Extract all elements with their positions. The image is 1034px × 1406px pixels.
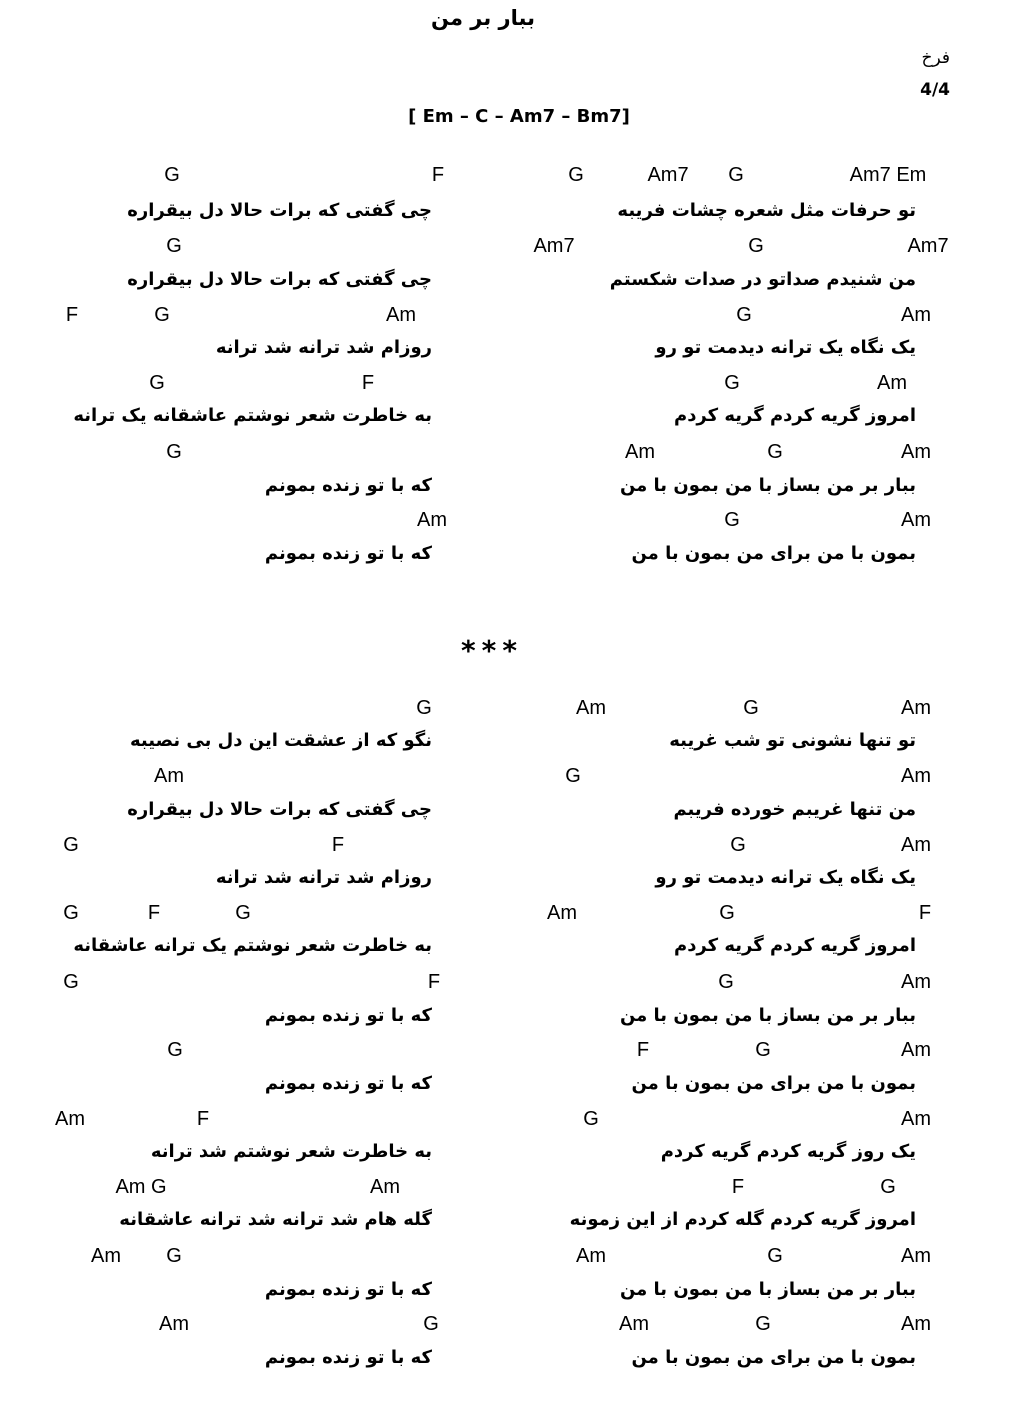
chord: Am — [55, 1108, 85, 1130]
lyric-line: چی گفتی که برات حالا دل بیقراره — [127, 799, 432, 820]
chord: Am — [370, 1176, 400, 1198]
chord: F — [331, 834, 345, 856]
chord: G — [724, 372, 740, 394]
lyric-line: ببار بر من بساز با من بمون با من — [619, 475, 916, 496]
chord: Am — [625, 441, 655, 463]
lyric-line: به خاطرت شعر نوشتم شد ترانه — [150, 1141, 432, 1162]
chord: G — [736, 304, 752, 326]
chord: G — [164, 164, 180, 186]
chord: Am — [901, 971, 931, 993]
chord: Am — [901, 765, 931, 787]
chord: Am — [901, 834, 931, 856]
lyric-line: من تنها غریبم خورده فریبم — [673, 799, 916, 820]
chord: F — [361, 372, 375, 394]
chord: G — [583, 1108, 599, 1130]
chord: Am — [901, 1039, 931, 1061]
chord: G — [724, 509, 740, 531]
chord: F — [918, 902, 932, 924]
chord: Am — [576, 697, 606, 719]
chord: Am — [91, 1245, 121, 1267]
lyric-line: امروز گریه کردم گریه کردم — [674, 935, 916, 956]
chord: F — [147, 902, 161, 924]
chord: Am — [576, 1245, 606, 1267]
chord: Am — [154, 765, 184, 787]
chord: G — [63, 971, 79, 993]
lyric-line: بمون با من برای من بمون با من — [631, 1073, 916, 1094]
chord: Am — [619, 1313, 649, 1335]
chord: F — [731, 1176, 745, 1198]
lyric-line: روزام شد ترانه شد ترانه — [215, 337, 432, 358]
chord: G — [166, 1245, 182, 1267]
song-title: ببار بر من — [431, 6, 535, 30]
chord: Am — [901, 1245, 931, 1267]
chord: G — [416, 697, 432, 719]
chord: Am7 — [533, 235, 575, 257]
chord: G — [719, 902, 735, 924]
chord: G — [730, 834, 746, 856]
section-separator: *** — [461, 634, 523, 667]
chord: G — [767, 1245, 783, 1267]
lyric-line: به خاطرت شعر نوشتم یک ترانه عاشقانه — [73, 935, 432, 956]
chord: F — [431, 164, 445, 186]
chord: G — [149, 372, 165, 394]
chord: Am — [417, 509, 447, 531]
chord: G — [63, 902, 79, 924]
chord: Am — [901, 1108, 931, 1130]
chord: G — [718, 971, 734, 993]
lyric-line: که با تو زنده بمونم — [264, 543, 432, 564]
lyric-line: بمون با من برای من بمون با من — [631, 1347, 916, 1368]
chord: G — [743, 697, 759, 719]
chord: Am — [901, 1313, 931, 1335]
lyric-line: ببار بر من بساز با من بمون با من — [619, 1005, 916, 1026]
lyric-line: من شنیدم صداتو در صدات شکستم — [609, 269, 916, 290]
lyric-line: بمون با من برای من بمون با من — [631, 543, 916, 564]
chord: G — [63, 834, 79, 856]
chord: Am7 — [907, 235, 949, 257]
chord: G — [565, 765, 581, 787]
lyric-line: امروز گریه کردم گله کردم از این زمونه — [569, 1209, 916, 1230]
lyric-line: چی گفتی که برات حالا دل بیقراره — [127, 269, 432, 290]
chord: Am G — [115, 1176, 167, 1198]
artist-name: فرخ — [921, 48, 950, 68]
time-signature: 4/4 — [920, 80, 950, 100]
intro-chords: [ Em – C – Am7 – Bm7] — [408, 106, 630, 127]
chord: Am — [547, 902, 577, 924]
chord: G — [728, 164, 744, 186]
chord: Am — [159, 1313, 189, 1335]
chord: G — [167, 1039, 183, 1061]
chord: G — [767, 441, 783, 463]
lyric-line: ببار بر من بساز با من بمون با من — [619, 1279, 916, 1300]
lyric-line: یک روز گریه کردم گریه کردم — [660, 1141, 916, 1162]
chord: Am7 — [647, 164, 689, 186]
chord: G — [154, 304, 170, 326]
lyric-line: یک نگاه یک ترانه دیدمت تو رو — [655, 867, 916, 888]
chord: G — [880, 1176, 896, 1198]
chord: Am — [901, 509, 931, 531]
lyric-line: تو حرفات مثل شعره چشات فریبه — [617, 200, 916, 221]
lyric-line: که با تو زنده بمونم — [264, 1005, 432, 1026]
lyric-line: یک نگاه یک ترانه دیدمت تو رو — [655, 337, 916, 358]
chord: G — [235, 902, 251, 924]
chord: Am7 Em — [849, 164, 927, 186]
lyric-line: که با تو زنده بمونم — [264, 1347, 432, 1368]
chord: G — [568, 164, 584, 186]
chord: G — [748, 235, 764, 257]
chord: Am — [386, 304, 416, 326]
chord: F — [636, 1039, 650, 1061]
chord: F — [65, 304, 79, 326]
chord: Am — [901, 441, 931, 463]
chord: Am — [901, 304, 931, 326]
lyric-line: نگو که از عشقت این دل بی نصیبه — [130, 730, 432, 751]
lyric-line: که با تو زنده بمونم — [264, 475, 432, 496]
chord: Am — [901, 697, 931, 719]
chord: G — [166, 441, 182, 463]
lyric-line: که با تو زنده بمونم — [264, 1279, 432, 1300]
chord: G — [166, 235, 182, 257]
chord: G — [423, 1313, 439, 1335]
lyric-line: روزام شد ترانه شد ترانه — [215, 867, 432, 888]
lyric-line: گله هام شد ترانه شد ترانه عاشقانه — [119, 1209, 432, 1230]
chord: G — [755, 1039, 771, 1061]
lyric-line: تو تنها نشونی تو شب غریبه — [669, 730, 916, 751]
chord: G — [755, 1313, 771, 1335]
chord: F — [196, 1108, 210, 1130]
chord: Am — [877, 372, 907, 394]
lyric-line: که با تو زنده بمونم — [264, 1073, 432, 1094]
lyric-line: به خاطرت شعر نوشتم عاشقانه یک ترانه — [73, 405, 432, 426]
lyric-line: چی گفتی که برات حالا دل بیقراره — [127, 200, 432, 221]
lyric-line: امروز گریه کردم گریه کردم — [674, 405, 916, 426]
chord: F — [427, 971, 441, 993]
